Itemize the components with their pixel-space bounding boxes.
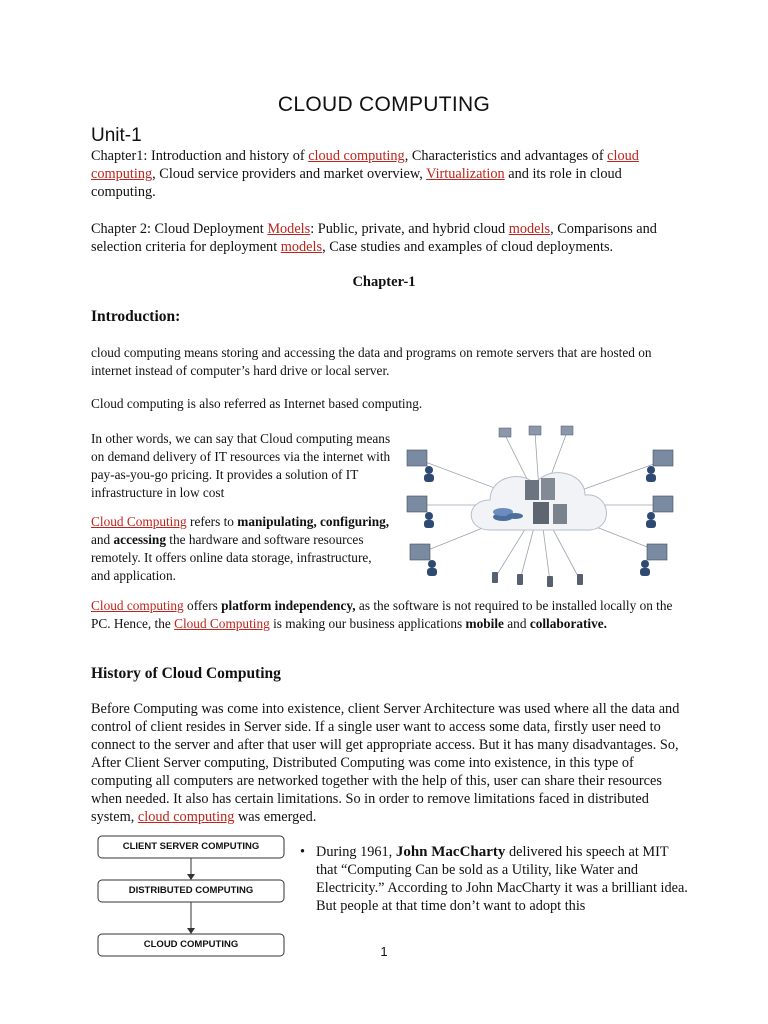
link-models[interactable]: models: [280, 239, 323, 255]
chapter2-overview: Chapter 2: Cloud Deployment Models: Public, private, and hybrid cloud models, Comparisons and selection criteria for deployment models, Case studies and examples of cloud deployments.: [91, 221, 657, 255]
flow-box-client-server: CLIENT SERVER COMPUTING: [122, 841, 260, 852]
link-models[interactable]: Models: [267, 221, 311, 237]
link-models[interactable]: models: [508, 221, 551, 237]
history-paragraph: Before Computing was come into existence, client Server Architecture was used where all the data and control of client resides in Server side. If a single user want to access some data, firstly user need to connect to the server and after that user will get appropriate access. But it has many disadvantages. So, After Client Server computing, Distributed Computing was come into existence, in this type of computing all computers are networked together with the help of this, user can share their resources when needed. It also has certain limitations. So in order to remove limitations faced in distributed system, cloud computing was emerged.: [91, 701, 680, 825]
bullet-item-1961: • During 1961, John MacCharty delivered his speech at MIT that “Computing Can be sold as a Utility, like Water and Electricity.” According to John MacCharty it was a brilliant idea. But people at that time don’t want to adopt this: [300, 844, 688, 914]
link-cloud-computing[interactable]: cloud computing: [91, 148, 639, 182]
page-number: 1: [380, 944, 388, 959]
intro-paragraph-4: Cloud Computing refers to manipulating, configuring, and accessing the hardware and software resources remotely. It offers online data storage, infrastructure, and application.: [91, 514, 390, 583]
intro-paragraph-3: In other words, we can say that Cloud computing means on demand delivery of IT resources via the internet with pay-as-you-go pricing. It provides a solution of IT infrastructure in low cost: [91, 431, 391, 500]
unit-heading: Unit-1: [91, 125, 142, 146]
intro-paragraph-1: cloud computing means storing and accessing the data and programs on remote servers that are hosted on internet instead of computer’s hard drive or local server.: [91, 345, 652, 378]
chapter1-overview: Chapter1: Introduction and history of cloud computing, Characteristics and advantages of cloud computing, Cloud service providers and market overview, Virtualization and its role in cloud computing.: [91, 148, 639, 200]
intro-paragraph-5: Cloud computing offers platform independency, as the software is not required to be installed locally on the PC. Hence, the Cloud Computing is making our business applications mobile and collaborative.: [91, 598, 673, 631]
chapter-heading: Chapter-1: [352, 274, 416, 290]
flow-box-cloud: CLOUD COMPUTING: [143, 939, 239, 950]
mobile-phone-icon: [492, 572, 583, 587]
intro-paragraph-2: Cloud computing is also referred as Internet based computing.: [91, 396, 423, 411]
link-cloud-computing[interactable]: cloud computing: [137, 809, 235, 825]
introduction-heading: Introduction:: [91, 308, 181, 325]
laptop-icon: [499, 426, 573, 437]
flow-box-distributed: DISTRIBUTED COMPUTING: [128, 885, 254, 896]
link-cloud-computing[interactable]: Cloud Computing: [91, 514, 187, 529]
link-cloud-computing[interactable]: Cloud Computing: [174, 616, 270, 631]
link-cloud-computing[interactable]: Cloud computing: [91, 598, 184, 613]
link-virtualization[interactable]: Virtualization: [426, 166, 505, 182]
history-heading: History of Cloud Computing: [91, 665, 281, 682]
bullet-dot-icon: •: [300, 844, 306, 860]
cloud-network-illustration: [395, 420, 685, 595]
document-title: CLOUD COMPUTING: [277, 93, 491, 116]
link-cloud-computing[interactable]: cloud computing: [308, 148, 405, 164]
